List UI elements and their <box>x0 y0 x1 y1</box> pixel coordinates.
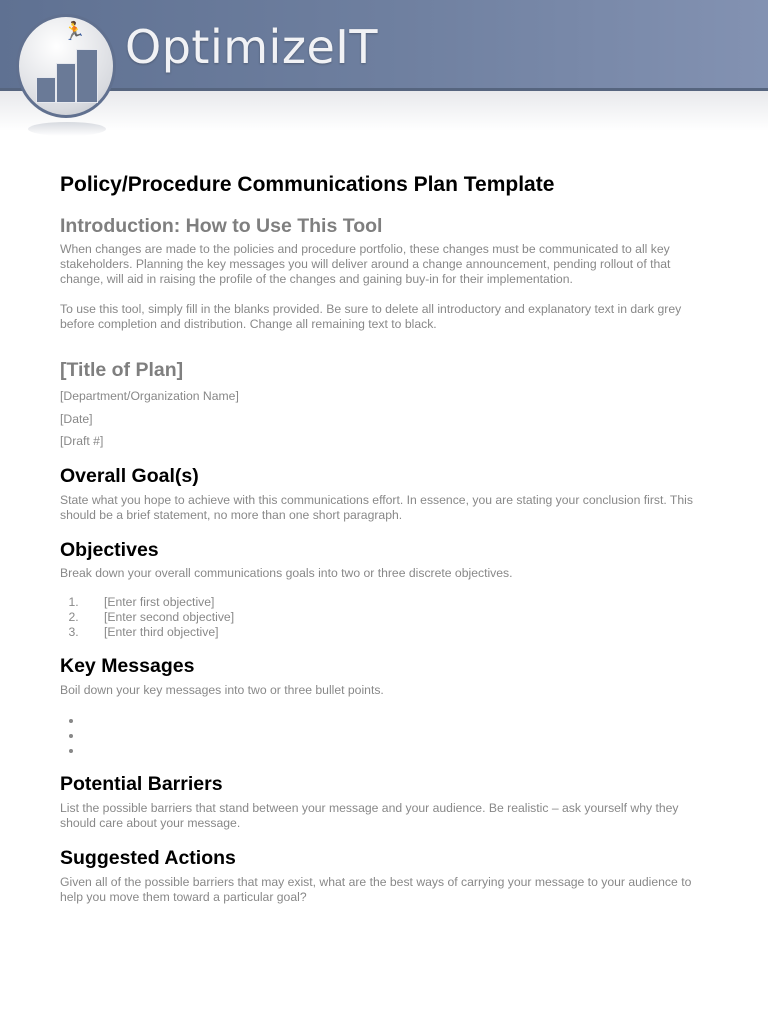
header-fade <box>0 91 768 131</box>
messages-text: Boil down your key messages into two or three bullet points. <box>60 683 384 697</box>
objective-item: 3. [Enter third objective] <box>82 625 732 640</box>
actions-heading: Suggested Actions <box>60 847 236 869</box>
brand-name: OptimizeIT <box>125 20 378 74</box>
barriers-text: List the possible barriers that stand between your message and your audience. Be realistic – ask yourself why they should care about your message. <box>60 801 679 830</box>
barriers-heading: Potential Barriers <box>60 773 223 795</box>
goal-heading: Overall Goal(s) <box>60 465 199 487</box>
logo-icon: 🏃 <box>16 14 116 118</box>
plan-date: [Date] <box>60 412 93 426</box>
message-bullet <box>83 743 733 758</box>
intro-heading: Introduction: How to Use This Tool <box>60 215 383 237</box>
objective-item: 2. [Enter second objective] <box>82 610 732 625</box>
messages-list <box>60 713 733 758</box>
page-title: Policy/Procedure Communications Plan Template <box>60 173 555 196</box>
header-band <box>0 0 768 91</box>
goal-text: State what you hope to achieve with this communications effort. In essence, you are stating your conclusion first. This should be a brief statement, no more than one short paragraph. <box>60 493 693 522</box>
plan-department: [Department/Organization Name] <box>60 389 239 403</box>
message-bullet <box>83 713 733 728</box>
logo-reflection <box>28 122 106 136</box>
objectives-heading: Objectives <box>60 539 159 561</box>
objective-item: 1. [Enter first objective] <box>82 595 732 610</box>
actions-text: Given all of the possible barriers that may exist, what are the best ways of carrying your message to your audience to help you move them toward a particular goal? <box>60 875 692 904</box>
objectives-text: Break down your overall communications goals into two or three discrete objectives. <box>60 566 513 580</box>
plan-title: [Title of Plan] <box>60 359 184 381</box>
messages-heading: Key Messages <box>60 655 195 677</box>
objectives-list <box>60 595 732 640</box>
plan-draft: [Draft #] <box>60 434 104 448</box>
intro-paragraph-2: To use this tool, simply fill in the blanks provided. Be sure to delete all introductory and explanatory text in dark grey before completion and distribution. Change all remaining text to black. <box>60 302 682 331</box>
intro-paragraph-1: When changes are made to the policies and procedure portfolio, these changes must be communicated to all key stakeholders. Planning the key messages you will deliver around a change announcement, pending rollout of that change, will aid in raising the profile of the changes and gaining buy-in for their implementation. <box>60 242 671 286</box>
message-bullet <box>83 728 733 743</box>
